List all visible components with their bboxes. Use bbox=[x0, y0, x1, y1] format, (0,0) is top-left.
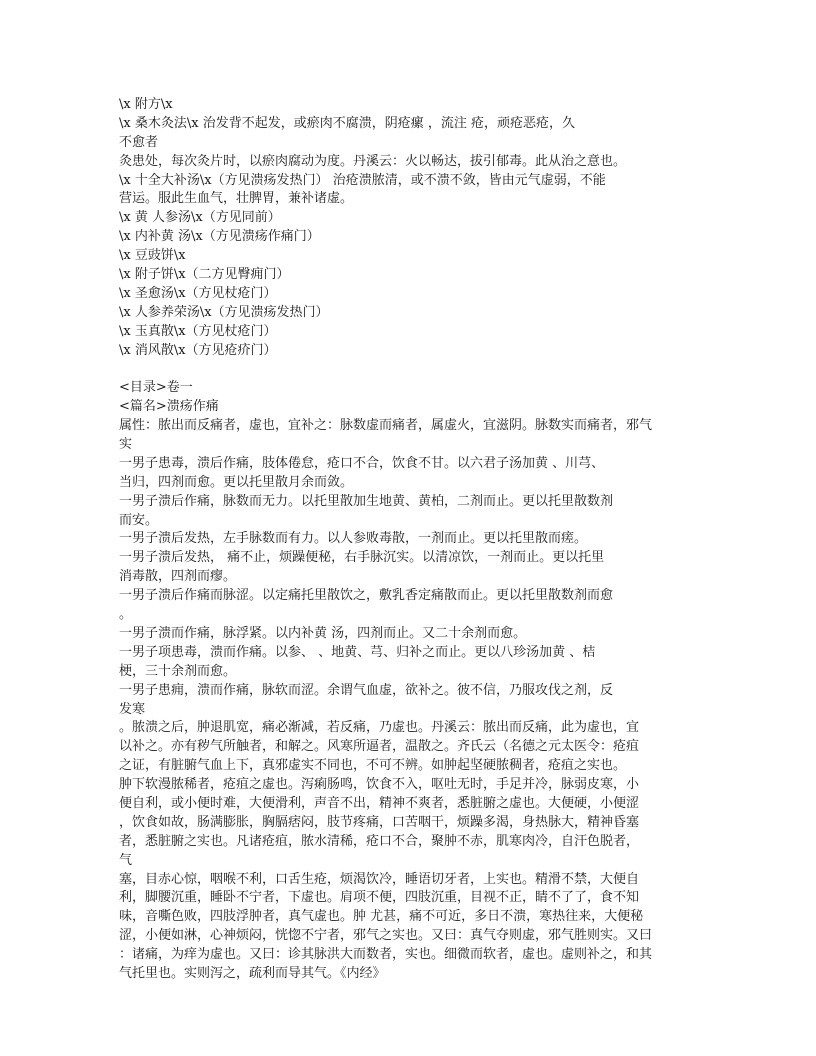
text-line: 一男子项患毒，溃而作痛。以参、 、地黄、芎、归补之而止。更以八珍汤加黄 、桔 bbox=[119, 644, 596, 660]
text-line: \x 附子饼\x（二方见臀痈门） bbox=[119, 267, 290, 283]
text-line: 。脓溃之后，肿退肌宽，痛必渐减，若反痛，乃虚也。丹溪云：脓出而反痛，此为虚也，宜 bbox=[119, 720, 640, 736]
text-line: 梗，三十余剂而愈。 bbox=[119, 663, 237, 679]
text-line: 便自利，或小便时难，大便滑利，声音不出，精神不爽者，悉脏腑之虚也。大便硬，小便涩 bbox=[119, 795, 640, 811]
text-line: 一男子溃后发热， 痛不止，烦躁便秘，右手脉沉实。以清凉饮，一剂而止。更以托里 bbox=[119, 550, 605, 566]
catalog-heading: <目录>卷一 bbox=[119, 380, 193, 396]
text-line: \x 内补黄 汤\x（方见溃疡作痛门） bbox=[119, 229, 320, 245]
text-line: 塞，目赤心惊，咽喉不利，口舌生疮，烦渴饮冷，睡语切牙者，上实也。精滑不禁，大便自 bbox=[119, 871, 640, 887]
text-line: 利，脚腰沉重，睡卧不宁者，下虚也。肩项不便，四肢沉重，目视不正，睛不了了，食不知 bbox=[119, 890, 640, 906]
text-line: 营运。服此生血气，壮脾胃，兼补诸虚。 bbox=[119, 191, 354, 207]
chapter-title: <篇名>溃疡作痛 bbox=[119, 399, 219, 415]
text-line: 而安。 bbox=[119, 512, 159, 528]
section-heading: \x 附方\x bbox=[119, 97, 173, 112]
text-line: 一男子溃而作痛，脉浮紧。以内补黄 汤，四剂而止。又二十余剂而愈。 bbox=[119, 625, 527, 641]
text-line: 涩，小便如淋，心神烦闷，恍惚不宁者，邪气之实也。又曰：真气夺则虚，邪气胜则实。又曰 bbox=[119, 928, 653, 944]
text-line: 者，悉脏腑之实也。凡诸疮疽，脓水清稀，疮口不合，聚肿不赤，肌寒肉冷，自汗色脱者， bbox=[119, 833, 640, 849]
text-line: 一男子溃后作痛而脉涩。以定痛托里散饮之，敷乳香定痛散而止。更以托里散数剂而愈 bbox=[119, 588, 614, 604]
document-text bbox=[119, 96, 699, 1003]
text-line: \x 豆豉饼\x bbox=[119, 248, 186, 264]
text-line: 灸患处，每次灸片时，以瘀肉腐动为度。丹溪云：火以畅达，拔引郁毒。此从治之意也。 bbox=[119, 153, 627, 169]
text-line: \x 十全大补汤\x（方见溃疡发热门） 治疮溃脓清，或不溃不敛，皆由元气虚弱，不能 bbox=[119, 172, 606, 188]
text-line: 当归，四剂而愈。更以托里散月余而敛。 bbox=[119, 474, 354, 490]
text-line: \x 玉真散\x（方见杖疮门） bbox=[119, 323, 277, 339]
text-line: 一男子溃后发热，左手脉数而有力。以人参败毒散，一剂而止。更以托里散而瘥。 bbox=[119, 531, 588, 547]
text-line: 一男子患痈，溃而作痛，脉软而涩。余谓气血虚，欲补之。彼不信，乃服攻伐之剂，反 bbox=[119, 682, 614, 698]
text-line: 发寒 bbox=[119, 701, 146, 717]
blank-line bbox=[119, 360, 699, 379]
text-line: 以补之。亦有秽气所触者，和解之。风寒所逼者，温散之。齐氏云（名德之元太医令：疮疽 bbox=[119, 739, 640, 755]
text-line: \x 桑木灸法\x 治发背不起发，或瘀肉不腐溃，阴疮瘰 ，流注 疮，顽疮恶疮，久 bbox=[119, 115, 575, 131]
text-line: \x 圣愈汤\x（方见杖疮门） bbox=[119, 285, 277, 301]
text-line: \x 消风散\x（方见疮疥门） bbox=[119, 342, 277, 358]
text-line: 气 bbox=[119, 852, 133, 868]
text-line bbox=[119, 984, 699, 1003]
text-line: 消毒散，四剂而瘳。 bbox=[119, 569, 237, 585]
text-line: 。 bbox=[119, 607, 133, 623]
text-line: 肿下软漫脓稀者，疮疽之虚也。泻痢肠鸣，饮食不入，呕吐无时，手足并冷，脉弱皮寒，小 bbox=[119, 777, 640, 793]
text-line: 味，音嘶色败，四肢浮肿者，真气虚也。肿 尤甚，痛不可近，多日不溃，寒热往来，大便秘 bbox=[119, 909, 644, 925]
text-line: 实 bbox=[119, 437, 133, 453]
text-line: \x 人参养荣汤\x（方见溃疡发热门） bbox=[119, 304, 329, 320]
text-line: 之证，有脏腑气血上下，真邪虚实不同也，不可不辨。如肿起坚硬脓稠者，疮疽之实也。 bbox=[119, 758, 627, 774]
text-line: 气托里也。实则泻之，疏利而导其气。《内经》 bbox=[119, 965, 386, 981]
text-line: 不愈者 bbox=[119, 134, 159, 150]
text-line: \x 黄 人参汤\x（方见同前） bbox=[119, 210, 281, 226]
text-line: ：诸痛，为痒为虚也。又曰：诊其脉洪大而数者，实也。细微而软者，虚也。虚则补之，和其 bbox=[119, 947, 653, 963]
text-line: 属性：脓出而反痛者，虚也，宜补之：脉数虚而痛者，属虚火，宜滋阴。脉数实而痛者，邪气 bbox=[119, 418, 653, 434]
text-line: 一男子患毒，溃后作痛，肢体倦怠，疮口不合，饮食不甘。以六君子汤加黄 、川芎、 bbox=[119, 455, 605, 471]
text-line: 一男子溃后作痛，脉数而无力。以托里散加生地黄、黄柏，二剂而止。更以托里散数剂 bbox=[119, 493, 614, 509]
text-line: ，饮食如故，肠满膨胀，胸膈痞闷，肢节疼痛，口苦咽干，烦躁多渴，身热脉大，精神昏塞 bbox=[119, 814, 640, 830]
